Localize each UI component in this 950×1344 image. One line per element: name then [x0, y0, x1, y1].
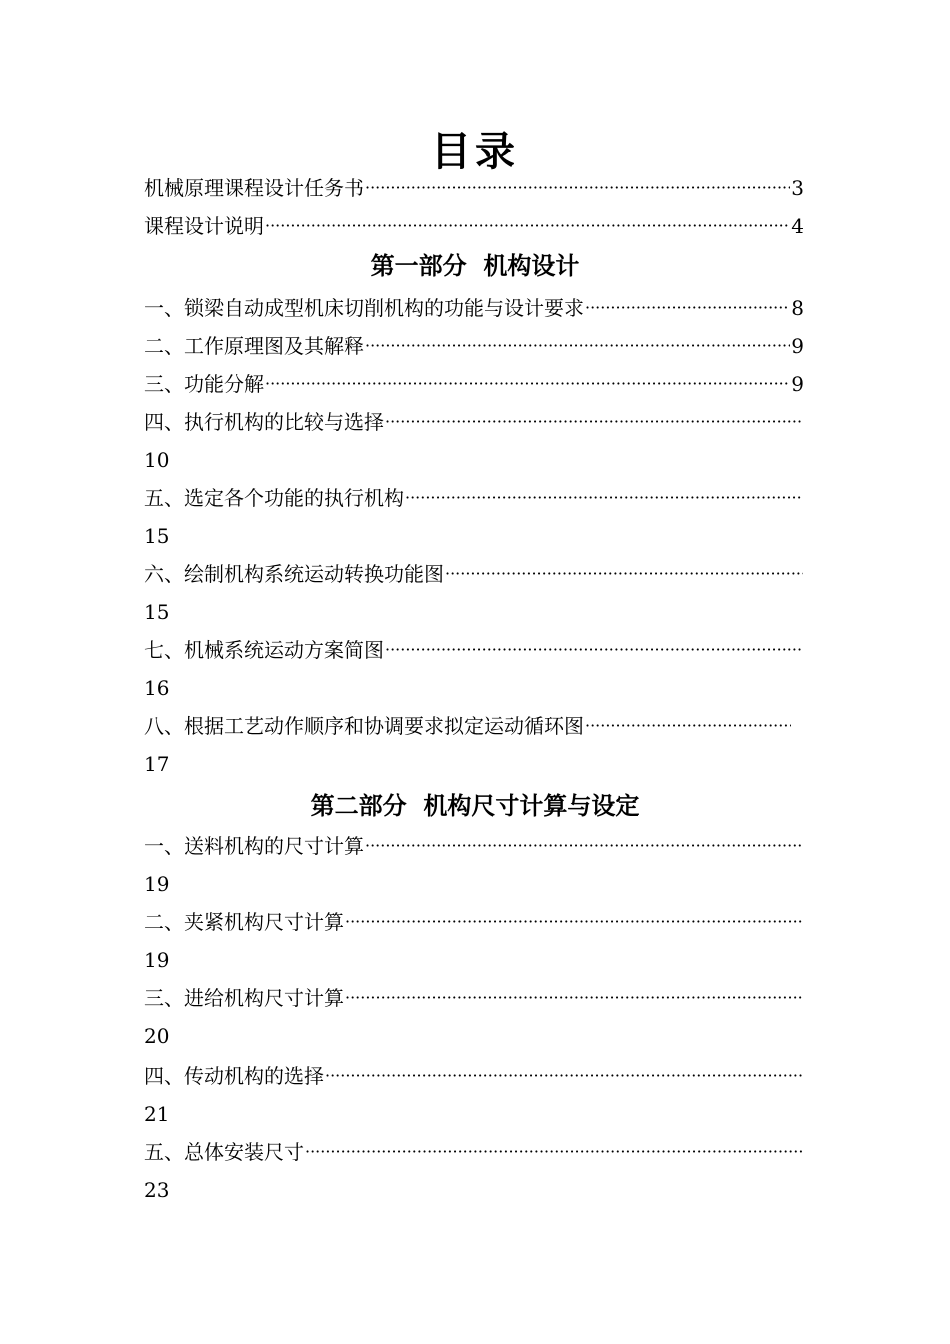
- toc-entry-page: 8: [791, 296, 804, 320]
- toc-entry[interactable]: [144, 368, 804, 400]
- section-heading-part1: 第一部分 机构设计: [370, 251, 580, 280]
- dot-leader: [345, 906, 803, 938]
- toc-entry-page: 17: [144, 752, 170, 776]
- dot-leader: [385, 634, 803, 666]
- toc-entry-label: 课程设计说明: [144, 214, 264, 238]
- toc-entry-task-book[interactable]: [144, 172, 804, 204]
- toc-entry-page: 21: [144, 1102, 170, 1126]
- toc-entry-label: 机械原理课程设计任务书: [144, 176, 364, 200]
- toc-entry-label: 四、传动机构的选择: [144, 1064, 324, 1088]
- dot-leader: [405, 482, 803, 514]
- dot-leader: [385, 406, 803, 438]
- toc-entry[interactable]: [144, 1136, 804, 1168]
- toc-entry-page: 19: [144, 948, 170, 972]
- toc-entry-page: 15: [144, 600, 170, 624]
- dot-leader: [445, 558, 803, 590]
- dot-leader: [265, 210, 790, 242]
- toc-entry[interactable]: [144, 482, 804, 514]
- toc-entry-label: 七、机械系统运动方案简图: [144, 638, 384, 662]
- toc-entry-label: 六、绘制机构系统运动转换功能图: [144, 562, 444, 586]
- toc-entry-page: 23: [144, 1178, 170, 1202]
- dot-leader: [265, 368, 790, 400]
- toc-entry-label: 二、工作原理图及其解释: [144, 334, 364, 358]
- toc-entry-page: 9: [791, 372, 804, 396]
- toc-entry-label: 三、进给机构尺寸计算: [144, 986, 344, 1010]
- toc-entry-page: 4: [791, 214, 804, 238]
- toc-entry[interactable]: [144, 1060, 804, 1092]
- dot-leader: [585, 292, 790, 324]
- toc-entry-label: 五、选定各个功能的执行机构: [144, 486, 404, 510]
- dot-leader: [325, 1060, 803, 1092]
- toc-entry[interactable]: [144, 830, 804, 862]
- dot-leader: [305, 1136, 803, 1168]
- toc-entry-label: 八、根据工艺动作顺序和协调要求拟定运动循环图: [144, 714, 584, 738]
- toc-entry[interactable]: [144, 710, 792, 742]
- dot-leader: [365, 330, 790, 362]
- toc-entry-page: 9: [791, 334, 804, 358]
- toc-entry[interactable]: [144, 330, 804, 362]
- toc-entry[interactable]: [144, 292, 804, 324]
- toc-entry[interactable]: [144, 634, 804, 666]
- toc-entry-page: 20: [144, 1024, 170, 1048]
- toc-entry[interactable]: [144, 982, 804, 1014]
- toc-entry-label: 一、锁梁自动成型机床切削机构的功能与设计要求: [144, 296, 584, 320]
- toc-entry-page: 15: [144, 524, 170, 548]
- toc-entry-label: 二、夹紧机构尺寸计算: [144, 910, 344, 934]
- toc-entry[interactable]: [144, 558, 804, 590]
- section-heading-part2: 第二部分 机构尺寸计算与设定: [310, 791, 640, 820]
- toc-entry-design-notes[interactable]: [144, 210, 804, 242]
- dot-leader: [585, 710, 791, 742]
- toc-entry-page: 3: [791, 176, 804, 200]
- toc-entry[interactable]: [144, 906, 804, 938]
- toc-entry-label: 四、执行机构的比较与选择: [144, 410, 384, 434]
- toc-entry-label: 三、功能分解: [144, 372, 264, 396]
- toc-entry-label: 一、送料机构的尺寸计算: [144, 834, 364, 858]
- page-title: 目录: [431, 128, 519, 175]
- toc-entry-page: 19: [144, 872, 170, 896]
- toc-entry[interactable]: [144, 406, 804, 438]
- toc-entry-label: 五、总体安装尺寸: [144, 1140, 304, 1164]
- dot-leader: [345, 982, 803, 1014]
- dot-leader: [365, 830, 803, 862]
- toc-entry-page: 16: [144, 676, 170, 700]
- toc-entry-page: 10: [144, 448, 170, 472]
- dot-leader: [365, 172, 790, 204]
